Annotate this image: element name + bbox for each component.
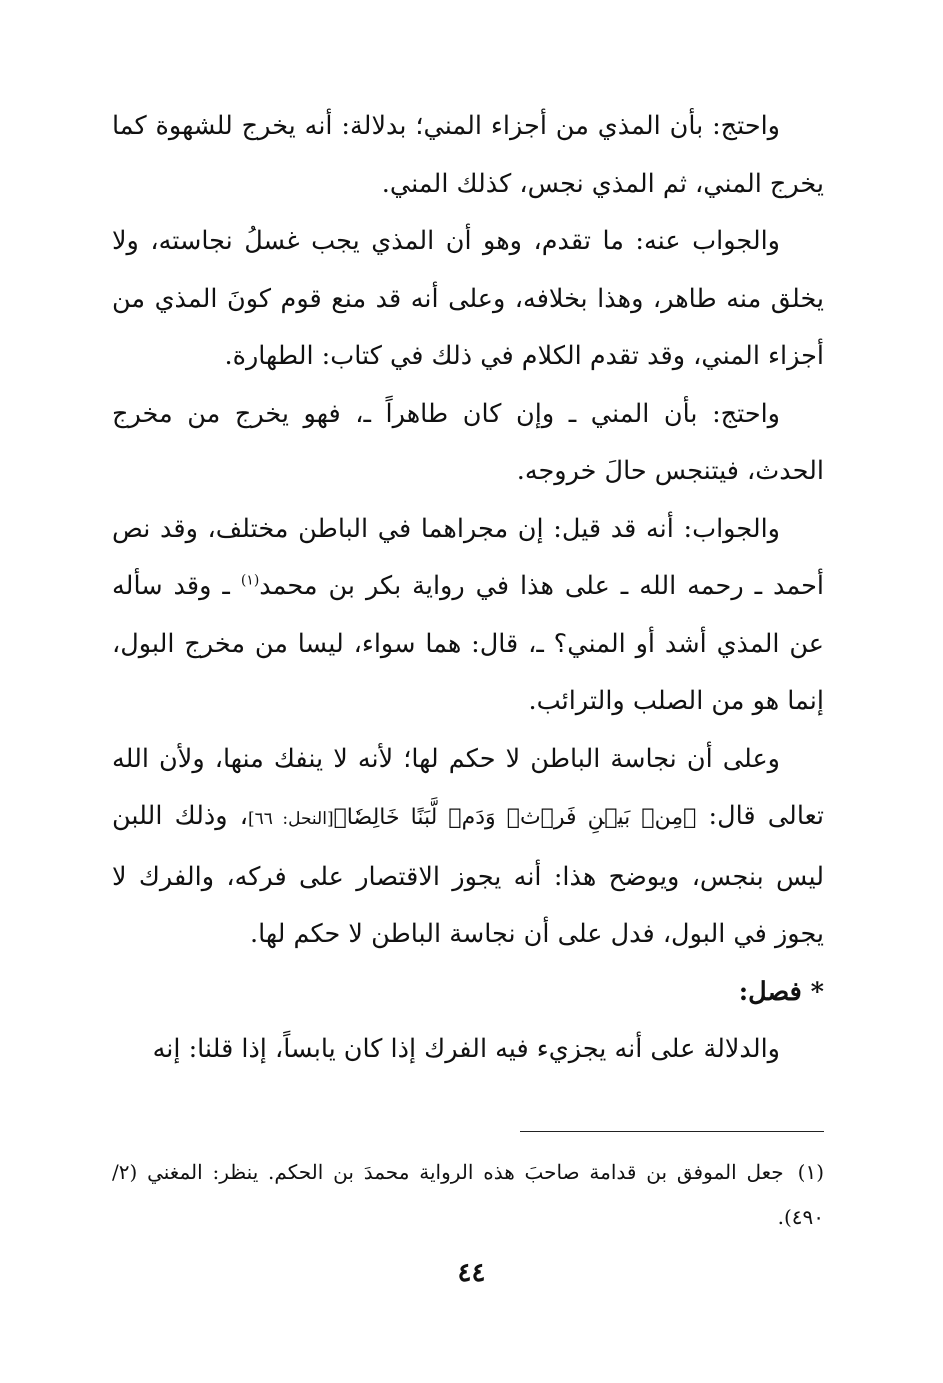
footnote-item [112,1150,824,1240]
footnote-marker[interactable]: (١) [240,572,260,589]
paragraph-6 [112,1021,824,1079]
page-number: ٤٤ [457,1258,486,1288]
paragraph-2 [112,213,824,386]
paragraph-6-text: والدلالة على أنه يجزيء فيه الفرك إذا كان يابساً، إذا قلنا: إنه [152,1034,780,1064]
paragraph-3 [112,386,824,501]
paragraph-4 [112,501,824,731]
verse-reference: [النحل: ٦٦] [247,809,334,829]
paragraph-4-text-a: والجواب: أنه قد قيل: إن مجراهما في الباطن مختلف، وقد نص أحمد ـ رحمه الله ـ على هذا في رواية بكر بن محمد [112,513,824,601]
paragraph-1 [112,98,824,213]
paragraph-5-text-b: ، وذلك اللبن ليس بنجس، ويوضح هذا: أنه يجوز الاقتصار على فركه، والفرك لا يجوز في البول، فدل على أن نجاسة الباطن لا حكم لها. [112,801,824,949]
paragraph-1-text: واحتج: بأن المذي من أجزاء المني؛ بدلالة: أنه يخرج للشهوة كما يخرج المني، ثم المذي نجس، كذلك المني. [112,111,824,199]
paragraph-3-text: واحتج: بأن المني ـ وإن كان طاهراً ـ، فهو يخرج من مخرج الحدث، فيتنجس حالَ خروجه. [112,398,824,486]
footnote-number: (١) [797,1160,824,1184]
paragraph-2-text: والجواب عنه: ما تقدم، وهو أن المذي يجب غسلُ نجاسته، ولا يخلق منه طاهر، وهذا بخلافه، وعلى أنه قد منع قوم كونَ المذي من أجزاء المني، وقد تقدم الكلام في ذلك في كتاب: الطهارة. [112,226,824,371]
footnote-text: جعل الموفق بن قدامة صاحبَ هذه الرواية محمدَ بن الحكم. ينظر: المغني (٢/ ٤٩٠). [112,1160,824,1229]
quran-verse: ﴿مِنۢ بَيۡنِ فَرۡثٖ وَدَمٖ لَّبَنًا خَالِصٗا﴾ [333,805,697,830]
main-text [112,98,824,1079]
paragraph-5-text-a: وعلى أن نجاسة الباطن لا حكم لها؛ لأنه لا ينفك منها، ولأن الله تعالى قال: [112,743,824,831]
paragraph-4-text-b: ـ وقد سأله عن المذي أشد أو المني؟ ـ، قال: هما سواء، ليسا من مخرج البول، إنما هو من الصلب والترائب. [112,571,824,716]
paragraph-5 [112,731,824,964]
footnote-separator [520,1131,824,1132]
footnotes [112,1150,824,1240]
section-heading: * فصل: [738,976,824,1007]
